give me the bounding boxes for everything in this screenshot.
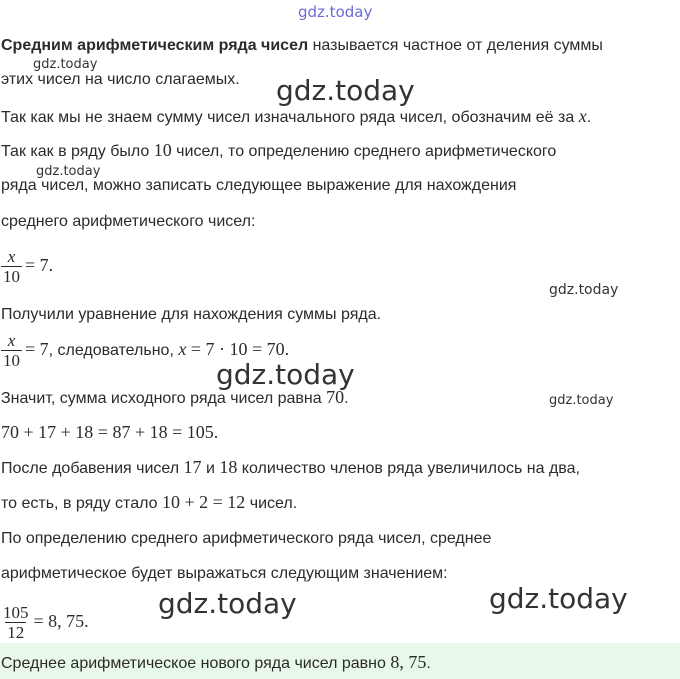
watermark: gdz.today: [158, 587, 297, 620]
watermark: gdz.today: [33, 57, 98, 72]
fraction-105-over-12: $\frac{105}{12}$: [3, 603, 29, 643]
paragraph-definition-line-1: По определению среднего арифметического ряда чисел, среднее: [1, 530, 492, 547]
paragraph-count-line-2: ряда чисел, можно записать следующее выражение для нахождения: [1, 177, 517, 194]
watermark: gdz.today: [36, 164, 101, 179]
answer-value: 8, 75: [390, 652, 427, 672]
watermark-top: gdz.today: [298, 3, 373, 21]
paragraph-unknown-sum: Так как мы не знаем сумму чисел изначального ряда чисел, обозначим её за x.: [1, 106, 592, 126]
watermark: gdz.today: [549, 282, 619, 298]
answer-line: Среднее арифметическое нового ряда чисел равно 8, 75.: [1, 652, 431, 672]
paragraph-added-line-1: После добавения чисел 17 и 18 количество членов ряда увеличилось на два,: [1, 457, 580, 477]
equation-2: $\frac{x}{10}$ = 7, следовательно, x = 7 · 10 = 70.: [3, 331, 290, 371]
fraction-x-over-10: $\frac{x}{10}$: [3, 331, 20, 371]
equation-3: 70 + 17 + 18 = 87 + 18 = 105.: [1, 422, 219, 442]
variable-x: x: [578, 106, 587, 126]
paragraph-count-line-1: Так как в ряду было 10 чисел, то определению среднего арифметического: [1, 140, 557, 160]
definition-term: Средним арифметическим ряда чисел: [1, 37, 309, 54]
number-10: 10: [153, 140, 172, 160]
definition-line-2: этих чисел на число слагаемых.: [1, 71, 240, 88]
paragraph-sum: Значит, сумма исходного ряда чисел равна 70.: [1, 387, 349, 407]
paragraph-equation-note: Получили уравнение для нахождения суммы ряда.: [1, 306, 382, 323]
paragraph-added-line-2: то есть, в ряду стало 10 + 2 = 12 чисел.: [1, 492, 298, 512]
watermark: gdz.today: [489, 582, 628, 615]
equation-4: $\frac{105}{12}$ = 8, 75.: [3, 603, 89, 643]
watermark: gdz.today: [276, 74, 415, 107]
fraction-x-over-10: $\frac{x}{10}$: [3, 247, 20, 287]
paragraph-definition-line-2: арифметическое будет выражаться следующим значением:: [1, 565, 448, 582]
definition-text: называется частное от деления суммы: [308, 37, 603, 54]
definition-line-1: [1, 36, 603, 56]
watermark: gdz.today: [216, 358, 355, 391]
paragraph-count-line-3: среднего арифметического чисел:: [1, 213, 256, 230]
equation-1: $\frac{x}{10}$ = 7.: [3, 247, 54, 287]
watermark: gdz.today: [549, 393, 614, 408]
